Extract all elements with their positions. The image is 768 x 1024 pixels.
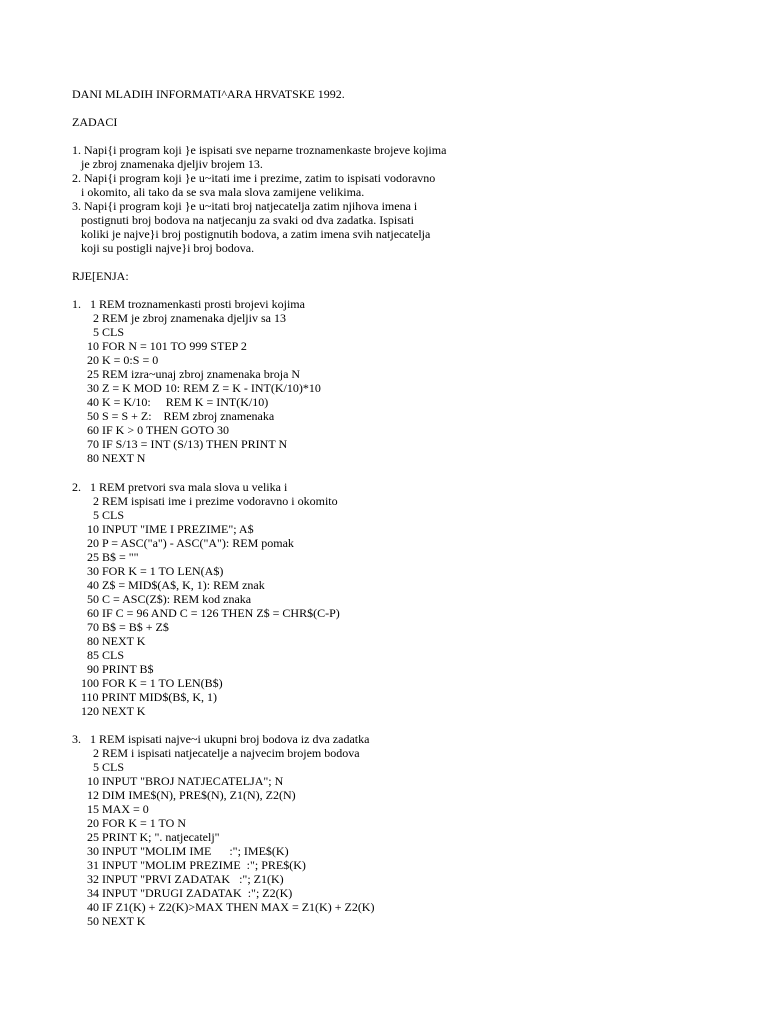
code-line: 25 REM izra~unaj zbroj znamenaka broja N	[72, 367, 301, 381]
code-line: 70 IF S/13 = INT (S/13) THEN PRINT N	[72, 437, 288, 451]
code-line: 31 INPUT "MOLIM PREZIME :"; PRE$(K)	[72, 858, 306, 872]
solutions-heading: RJE[ENJA:	[72, 269, 129, 283]
task-line: je zbroj znamenaka djeljiv brojem 13.	[72, 157, 263, 171]
code-line: 12 DIM IME$(N), PRE$(N), Z1(N), Z2(N)	[72, 788, 296, 802]
code-line: 40 K = K/10: REM K = INT(K/10)	[72, 395, 269, 409]
task-line: 3. Napi{i program koji }e u~itati broj natjecatelja zatim njihova imena i	[72, 199, 418, 213]
task-line: postignuti broj bodova na natjecanju za svaki od dva zadatka. Ispisati	[72, 213, 414, 227]
code-line: 3. 1 REM ispisati najve~i ukupni broj bodova iz dva zadatka	[72, 732, 370, 746]
code-line: 30 INPUT "MOLIM IME :"; IME$(K)	[72, 844, 289, 858]
code-line: 80 NEXT K	[72, 634, 146, 648]
code-line: 10 INPUT "IME I PREZIME"; A$	[72, 522, 254, 536]
code-line: 5 CLS	[72, 325, 125, 339]
code-line: 2 REM je zbroj znamenaka djeljiv sa 13	[72, 311, 286, 325]
code-line: 5 CLS	[72, 508, 125, 522]
code-line: 15 MAX = 0	[72, 802, 149, 816]
code-line: 20 P = ASC("a") - ASC("A"): REM pomak	[72, 536, 294, 550]
code-line: 25 B$ = ""	[72, 550, 139, 564]
code-line: 70 B$ = B$ + Z$	[72, 620, 169, 634]
code-line: 5 CLS	[72, 760, 125, 774]
code-line: 40 IF Z1(K) + Z2(K)>MAX THEN MAX = Z1(K) + Z2(K)	[72, 900, 375, 914]
code-line: 85 CLS	[72, 648, 125, 662]
code-line: 60 IF C = 96 AND C = 126 THEN Z$ = CHR$(C-P)	[72, 606, 340, 620]
code-line: 10 INPUT "BROJ NATJECATELJA"; N	[72, 774, 284, 788]
code-line: 34 INPUT "DRUGI ZADATAK :"; Z2(K)	[72, 886, 293, 900]
code-line: 2. 1 REM pretvori sva mala slova u velika i	[72, 480, 288, 494]
task-line: 1. Napi{i program koji }e ispisati sve neparne troznamenkaste brojeve kojima	[72, 143, 447, 157]
code-line: 50 C = ASC(Z$): REM kod znaka	[72, 592, 252, 606]
task-line: koji su postigli najve}i broj bodova.	[72, 241, 255, 255]
code-line: 110 PRINT MID$(B$, K, 1)	[72, 690, 218, 704]
code-line: 2 REM i ispisati natjecatelje a najvecim brojem bodova	[72, 746, 360, 760]
code-line: 100 FOR K = 1 TO LEN(B$)	[72, 676, 223, 690]
code-line: 20 FOR K = 1 TO N	[72, 816, 187, 830]
code-line: 20 K = 0:S = 0	[72, 353, 159, 367]
code-line: 80 NEXT N	[72, 451, 146, 465]
code-line: 30 Z = K MOD 10: REM Z = K - INT(K/10)*10	[72, 381, 321, 395]
code-line: 50 S = S + Z: REM zbroj znamenaka	[72, 409, 275, 423]
task-line: i okomito, ali tako da se sva mala slova zamijene velikima.	[72, 185, 365, 199]
code-line: 50 NEXT K	[72, 914, 146, 928]
tasks-heading: ZADACI	[72, 115, 118, 129]
code-line: 32 INPUT "PRVI ZADATAK :"; Z1(K)	[72, 872, 284, 886]
code-line: 90 PRINT B$	[72, 662, 154, 676]
code-line: 40 Z$ = MID$(A$, K, 1): REM znak	[72, 578, 265, 592]
code-line: 120 NEXT K	[72, 704, 146, 718]
task-line: 2. Napi{i program koji }e u~itati ime i prezime, zatim to ispisati vodoravno	[72, 171, 436, 185]
code-line: 25 PRINT K; ". natjecatelj"	[72, 830, 220, 844]
document-title: DANI MLADIH INFORMATI^ARA HRVATSKE 1992.	[72, 87, 345, 101]
code-line: 60 IF K > 0 THEN GOTO 30	[72, 423, 229, 437]
code-line: 1. 1 REM troznamenkasti prosti brojevi kojima	[72, 297, 305, 311]
task-line: koliki je najve}i broj postignutih bodova, a zatim imena svih natjecatelja	[72, 227, 431, 241]
code-line: 2 REM ispisati ime i prezime vodoravno i okomito	[72, 494, 338, 508]
code-line: 10 FOR N = 101 TO 999 STEP 2	[72, 339, 247, 353]
code-line: 30 FOR K = 1 TO LEN(A$)	[72, 564, 224, 578]
